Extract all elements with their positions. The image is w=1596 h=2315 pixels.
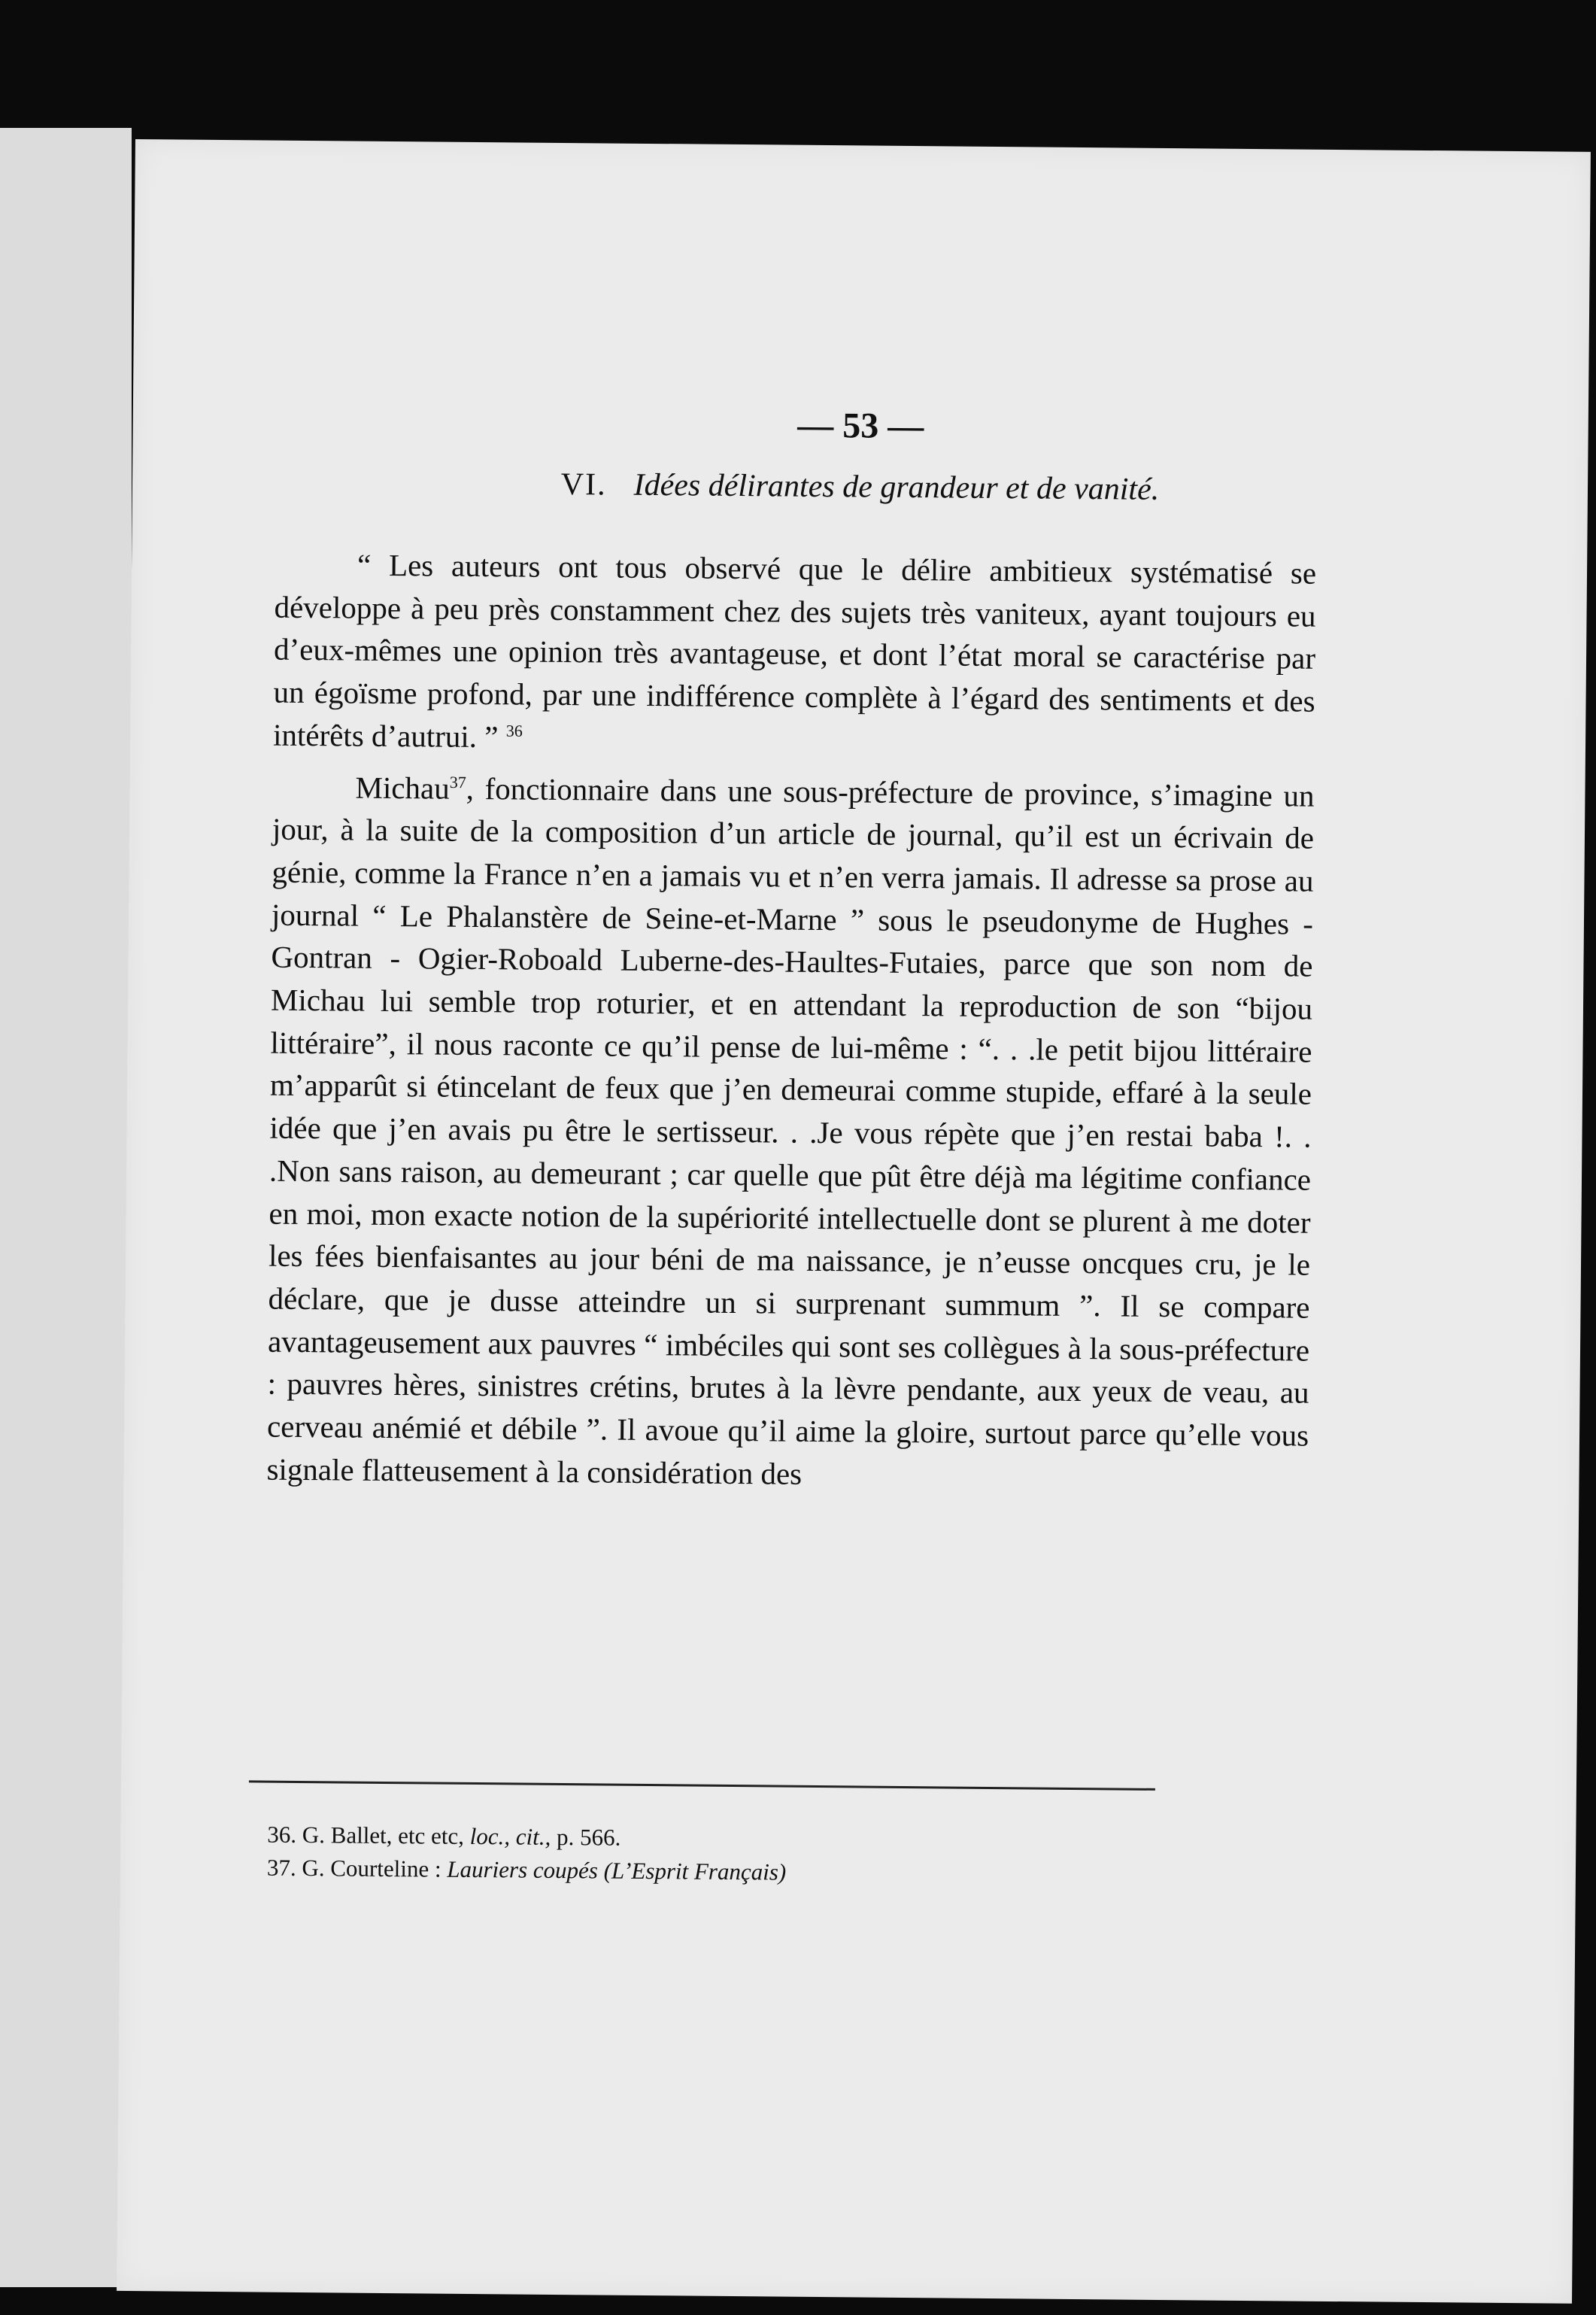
paragraph-quote	[273, 543, 1316, 766]
section-numeral: VI.	[560, 466, 607, 503]
footnote-rest: p. 566.	[556, 1823, 621, 1851]
paragraph-lead: Michau	[355, 770, 450, 806]
footnote-ref-36: 36	[505, 721, 523, 740]
document-page	[117, 139, 1591, 2304]
footnote-italic: loc., cit.,	[469, 1822, 551, 1850]
paragraph-michau	[266, 765, 1314, 1499]
adjacent-page-edge	[0, 128, 132, 2287]
footnote-text: G. Ballet, etc etc,	[302, 1821, 465, 1849]
footnote-number: 36.	[267, 1821, 297, 1848]
paragraph-text: “ Les auteurs ont tous observé que le délire ambitieux systématisé se développe à peu près constamment chez des sujets très vaniteux, ayant toujours eu d’eux-mêmes une opinion très avantageuse, et dont l’état moral se caractérise par un égoïsme profond, par une indifférence complète à l’égard des sentiments et des intérêts d’autrui. ”	[272, 547, 1317, 755]
footnotes	[267, 1818, 1246, 1893]
footnote-number: 37.	[266, 1854, 296, 1881]
paragraph-text: , fonctionnaire dans une sous-préfecture de province, s’imagine un jour, à la suite de la composition d’un article de journal, qu’il est un écrivain de génie, comme la France n’en a jamais vu et n’en verra jamais. Il adresse sa prose au journal “ Le Phalanstère de Seine-et-Marne ” sous le pseudonyme de Hughes - Gontran - Ogier-Roboald Luberne-des-Haultes-Futaies, parce que son nom de Michau lui semble trop roturier, et en attendant la reproduction de son “bijou littéraire”, il nous raconte ce qu’il pense de lui-même : “. . .le petit bijou littéraire m’apparût si étincelant de feux que j’en demeurai comme stupide, effaré à la seule idée que j’en avais pu être le sertisseur. . .Je vous répète que j’en restai baba !. . .Non sans raison, au demeurant ; car quelle que pût être déjà ma légitime confiance en moi, mon exacte notion de la supériorité intellectuelle dont se plurent à me doter les fées bienfaisantes au jour béni de ma naissance, je n’eusse oncques cru, je le déclare, que je dusse atteindre un si surprenant summum ”. Il se compare avantageusement aux pauvres “ imbéciles qui sont ses collègues à la sous-préfecture : pauvres hères, sinistres crétins, brutes à la lèvre pendante, aux yeux de veau, au cerveau anémié et débile ”. Il avoue qu’il aime la gloire, surtout parce qu’elle vous signale flatteusement à la considération des	[266, 770, 1315, 1491]
footnote-divider	[249, 1780, 1155, 1791]
footnote-ref-37: 37	[449, 772, 466, 791]
section-title: Idées délirantes de grandeur et de vanité.	[633, 467, 1160, 507]
footnote-text: G. Courteline :	[302, 1855, 441, 1882]
body-text	[266, 543, 1316, 1500]
section-heading	[132, 463, 1588, 512]
footnote-italic: Lauriers coupés (L’Esprit Français)	[447, 1855, 787, 1885]
page-number: — 53 —	[796, 405, 924, 447]
